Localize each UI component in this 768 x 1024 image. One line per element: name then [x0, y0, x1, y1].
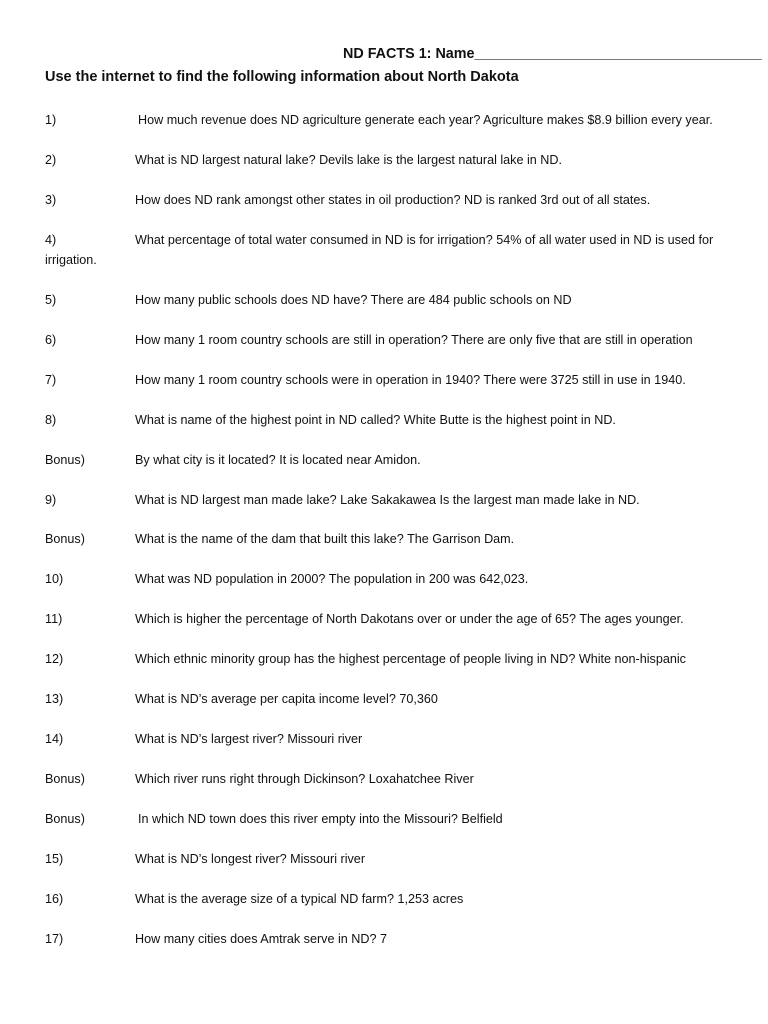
question-text: What is ND largest man made lake? Lake Sakakawea Is the largest man made lake in ND.: [135, 493, 640, 507]
question-item: [0, 769, 768, 789]
question-text: How much revenue does ND agriculture generate each year? Agriculture makes $8.9 billion every year.: [138, 113, 713, 127]
question-number: 15): [45, 852, 64, 866]
page-title: ND FACTS 1: Name____________________________________: [343, 46, 762, 62]
question-item: [0, 110, 768, 130]
question-number: 4): [45, 233, 57, 247]
question-number: 5): [45, 293, 57, 307]
question-text: How many 1 room country schools were in operation in 1940? There were 3725 still in use in 1940.: [135, 373, 686, 387]
question-number: 7): [45, 373, 57, 387]
question-text: What is ND’s average per capita income level? 70,360: [135, 692, 438, 706]
question-number: 17): [45, 932, 64, 946]
question-text: What is ND’s longest river? Missouri river: [135, 852, 366, 866]
question-item: [0, 609, 768, 629]
question-text: What is the average size of a typical ND farm? 1,253 acres: [135, 892, 464, 906]
question-text: What is name of the highest point in ND called? White Butte is the highest point in ND.: [135, 413, 616, 427]
question-number: Bonus): [45, 453, 85, 467]
question-number: 10): [45, 572, 64, 586]
question-item: [0, 150, 768, 170]
question-number: 8): [45, 413, 57, 427]
question-item: [0, 529, 768, 549]
question-text: What is the name of the dam that built this lake? The Garrison Dam.: [135, 532, 515, 546]
question-text: How many public schools does ND have? There are 484 public schools on ND: [135, 293, 572, 307]
question-number: 3): [45, 193, 57, 207]
question-item: [0, 889, 768, 909]
question-text: Which river runs right through Dickinson? Loxahatchee River: [135, 772, 474, 786]
question-item: [0, 290, 768, 310]
question-item: [0, 450, 768, 470]
question-text: Which is higher the percentage of North Dakotans over or under the age of 65? The ages younger.: [135, 612, 684, 626]
question-number: Bonus): [45, 772, 85, 786]
question-item: [0, 410, 768, 430]
question-text: How many cities does Amtrak serve in ND? 7: [135, 932, 387, 946]
question-number: 9): [45, 493, 57, 507]
question-number: 12): [45, 652, 64, 666]
question-item: [0, 230, 768, 267]
question-number: 6): [45, 333, 57, 347]
question-item: [0, 809, 768, 829]
question-number: Bonus): [45, 812, 85, 826]
question-text: What is ND’s largest river? Missouri river: [135, 732, 363, 746]
question-number: 14): [45, 732, 64, 746]
question-text: In which ND town does this river empty into the Missouri? Belfield: [138, 812, 503, 826]
question-text: By what city is it located? It is located near Amidon.: [135, 453, 421, 467]
question-text: What was ND population in 2000? The population in 200 was 642,023.: [135, 572, 529, 586]
question-item: [0, 729, 768, 749]
question-number: 16): [45, 892, 64, 906]
question-text: How does ND rank amongst other states in oil production? ND is ranked 3rd out of all states.: [135, 193, 651, 207]
question-text: Which ethnic minority group has the highest percentage of people living in ND? White non-hispanic: [135, 652, 686, 666]
question-text: What percentage of total water consumed in ND is for irrigation? 54% of all water used in ND is used for: [135, 233, 714, 247]
question-number: 13): [45, 692, 64, 706]
question-item: [0, 490, 768, 510]
question-item: [0, 649, 768, 669]
question-item: [0, 190, 768, 210]
question-text-continuation: irrigation.: [45, 253, 97, 267]
question-number: Bonus): [45, 532, 85, 546]
question-item: [0, 929, 768, 949]
question-item: [0, 330, 768, 350]
question-text: What is ND largest natural lake? Devils lake is the largest natural lake in ND.: [135, 153, 562, 167]
question-item: [0, 569, 768, 589]
question-text: How many 1 room country schools are still in operation? There are only five that are still in operation: [135, 333, 693, 347]
question-number: 2): [45, 153, 57, 167]
question-item: [0, 370, 768, 390]
question-item: [0, 689, 768, 709]
question-number: 1): [45, 113, 57, 127]
question-number: 11): [45, 612, 63, 626]
question-item: [0, 849, 768, 869]
instructions: Use the internet to find the following information about North Dakota: [45, 69, 519, 85]
